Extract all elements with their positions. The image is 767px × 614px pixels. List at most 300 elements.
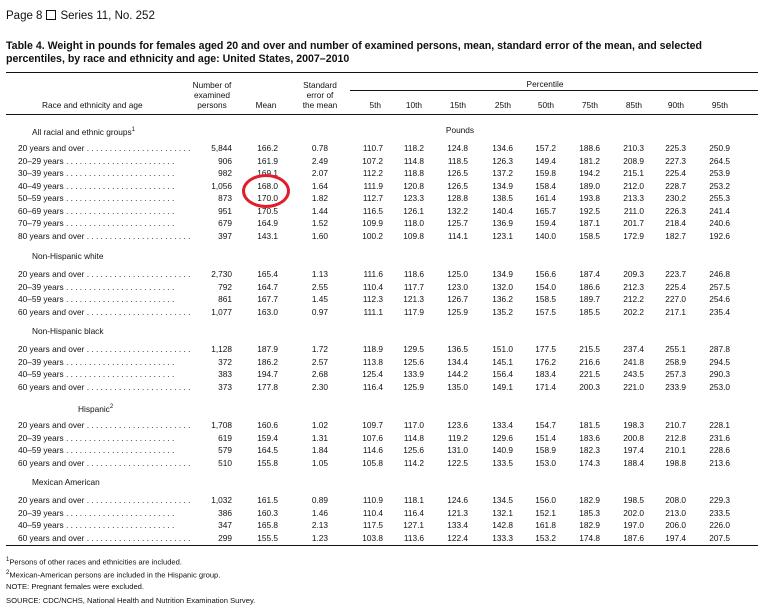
cell-percentile: 216.6 bbox=[579, 356, 600, 367]
column-header-race-age: Race and ethnicity and age bbox=[42, 100, 143, 110]
cell-percentile: 213.6 bbox=[709, 457, 730, 468]
cell-percentile: 257.3 bbox=[665, 369, 686, 379]
cell-se: 1.46 bbox=[311, 507, 328, 518]
cell-percentile: 125.6 bbox=[403, 356, 424, 367]
table-top-rule bbox=[6, 72, 758, 73]
cell-se: 0.97 bbox=[311, 306, 328, 317]
cell-percentile: 257.5 bbox=[709, 281, 730, 292]
cell-mean: 169.1 bbox=[257, 168, 278, 178]
cell-percentile: 111.1 bbox=[363, 306, 383, 317]
row-label: 20–39 years . . . bbox=[18, 356, 190, 368]
row-label: 60 years and over . . . bbox=[18, 381, 190, 393]
cell-mean: 187.9 bbox=[257, 344, 278, 354]
cell-percentile: 187.6 bbox=[623, 532, 644, 543]
cell-percentile: 183.6 bbox=[579, 432, 600, 443]
cell-percentile: 133.4 bbox=[447, 520, 468, 530]
cell-mean: 170.0 bbox=[257, 193, 278, 203]
cell-percentile: 117.9 bbox=[403, 306, 424, 317]
cell-se: 2.57 bbox=[311, 356, 328, 367]
cell-percentile: 225.4 bbox=[665, 281, 686, 292]
column-header-percentile: Percentile bbox=[526, 79, 564, 89]
cell-percentile: 218.4 bbox=[665, 218, 686, 228]
cell-percentile: 172.9 bbox=[623, 230, 644, 241]
cell-n: 861 bbox=[218, 294, 232, 304]
cell-percentile: 215.1 bbox=[623, 168, 644, 178]
cell-percentile: 217.1 bbox=[665, 306, 686, 317]
cell-mean: 194.7 bbox=[257, 369, 278, 379]
cell-percentile: 136.2 bbox=[492, 294, 513, 304]
cell-percentile: 208.0 bbox=[665, 495, 686, 505]
row-label: 20–39 years . . . bbox=[18, 281, 190, 293]
column-header-n-line3: persons bbox=[197, 100, 227, 110]
cell-percentile: 264.5 bbox=[709, 155, 730, 166]
cell-percentile: 116.4 bbox=[403, 507, 424, 518]
cell-percentile: 255.3 bbox=[709, 193, 730, 203]
cell-percentile: 182.9 bbox=[579, 520, 600, 530]
cell-n: 510 bbox=[218, 457, 232, 468]
cell-percentile: 117.0 bbox=[403, 420, 424, 430]
cell-mean: 155.5 bbox=[257, 532, 278, 543]
cell-percentile: 134.5 bbox=[492, 495, 513, 505]
row-label: 20–39 years . . . bbox=[18, 507, 190, 519]
square-icon bbox=[46, 10, 56, 20]
group-title: Non-Hispanic black bbox=[32, 326, 104, 336]
series-label: Series 11, No. 252 bbox=[60, 10, 155, 22]
cell-percentile: 107.2 bbox=[362, 155, 383, 166]
cell-percentile: 194.2 bbox=[579, 168, 600, 178]
column-header-n-line2: examined bbox=[194, 90, 230, 100]
cell-percentile: 258.9 bbox=[665, 356, 686, 367]
cell-percentile: 114.2 bbox=[403, 457, 424, 468]
cell-percentile: 132.2 bbox=[447, 205, 468, 216]
row-label: 70–79 years . . . bbox=[18, 217, 190, 229]
cell-se: 2.49 bbox=[311, 155, 328, 166]
row-label: 30–39 years . . . bbox=[18, 167, 190, 179]
cell-percentile: 128.8 bbox=[447, 193, 468, 203]
cell-percentile: 253.2 bbox=[709, 180, 730, 191]
cell-percentile: 211.0 bbox=[623, 205, 644, 216]
cell-percentile: 254.6 bbox=[709, 294, 730, 304]
cell-mean: 168.0 bbox=[257, 180, 278, 191]
cell-percentile: 182.7 bbox=[665, 230, 686, 241]
row-label: 40–59 years . . . bbox=[18, 519, 190, 531]
cell-mean: 166.2 bbox=[257, 143, 278, 153]
cell-percentile: 117.5 bbox=[362, 520, 383, 530]
cell-percentile: 213.3 bbox=[623, 193, 644, 203]
cell-percentile: 177.5 bbox=[535, 344, 556, 354]
cell-percentile: 189.7 bbox=[579, 294, 600, 304]
cell-percentile: 221.5 bbox=[579, 369, 600, 379]
page-number: Page 8 bbox=[6, 10, 43, 22]
row-label: 40–49 years . . . bbox=[18, 180, 190, 192]
cell-percentile: 134.9 bbox=[492, 180, 513, 191]
cell-percentile: 227.3 bbox=[665, 155, 686, 166]
cell-n: 372 bbox=[218, 356, 232, 367]
row-label: 20 years and over . . . bbox=[18, 268, 190, 280]
cell-percentile: 183.4 bbox=[535, 369, 556, 379]
row-label: 40–59 years . . . bbox=[18, 444, 190, 456]
cell-percentile: 212.0 bbox=[623, 180, 644, 191]
cell-percentile: 116.5 bbox=[362, 205, 383, 216]
cell-mean: 160.6 bbox=[257, 420, 278, 430]
cell-percentile: 125.9 bbox=[403, 381, 424, 392]
cell-percentile: 153.2 bbox=[535, 532, 556, 543]
cell-mean: 155.8 bbox=[257, 457, 278, 468]
cell-percentile: 112.3 bbox=[362, 294, 383, 304]
cell-percentile: 165.7 bbox=[535, 205, 556, 216]
row-label: 40–59 years . . . bbox=[18, 293, 190, 305]
cell-percentile: 200.8 bbox=[623, 432, 644, 443]
cell-se: 1.45 bbox=[311, 294, 328, 304]
cell-percentile: 215.5 bbox=[579, 344, 600, 354]
cell-percentile: 212.3 bbox=[623, 281, 644, 292]
footnote-1: $^1$Persons of other races and ethnicities are included. bbox=[6, 557, 182, 567]
cell-percentile: 233.5 bbox=[709, 507, 730, 518]
cell-percentile: 207.5 bbox=[709, 532, 730, 543]
cell-percentile: 118.8 bbox=[403, 168, 424, 178]
cell-percentile: 151.0 bbox=[492, 344, 513, 354]
cell-se: 2.13 bbox=[311, 520, 328, 530]
cell-percentile: 154.0 bbox=[535, 281, 556, 292]
cell-percentile: 149.1 bbox=[492, 381, 513, 392]
cell-n: 386 bbox=[218, 507, 232, 518]
cell-percentile: 161.4 bbox=[535, 193, 556, 203]
cell-percentile: 210.1 bbox=[665, 445, 686, 455]
cell-percentile: 171.4 bbox=[535, 381, 556, 392]
cell-percentile: 156.4 bbox=[492, 369, 513, 379]
cell-percentile: 157.2 bbox=[535, 143, 556, 153]
cell-percentile: 188.6 bbox=[579, 143, 600, 153]
cell-n: 619 bbox=[218, 432, 232, 443]
cell-percentile: 197.0 bbox=[623, 520, 644, 530]
cell-percentile: 255.1 bbox=[665, 344, 686, 354]
cell-se: 1.72 bbox=[311, 344, 328, 354]
cell-n: 982 bbox=[218, 168, 232, 178]
cell-percentile: 118.1 bbox=[403, 495, 424, 505]
cell-percentile: 206.0 bbox=[665, 520, 686, 530]
cell-se: 1.60 bbox=[311, 230, 328, 241]
cell-percentile: 122.4 bbox=[447, 532, 468, 543]
cell-n: 397 bbox=[218, 230, 232, 241]
cell-mean: 165.8 bbox=[257, 520, 278, 530]
cell-percentile: 109.9 bbox=[362, 218, 383, 228]
cell-percentile: 212.2 bbox=[623, 294, 644, 304]
cell-percentile: 137.2 bbox=[492, 168, 513, 178]
group-title: Mexican American bbox=[32, 477, 100, 487]
column-header-p4: 50th bbox=[537, 100, 554, 110]
cell-percentile: 197.4 bbox=[665, 532, 686, 543]
cell-percentile: 213.0 bbox=[665, 507, 686, 518]
cell-percentile: 126.7 bbox=[447, 294, 468, 304]
percentile-rule bbox=[350, 90, 758, 91]
cell-percentile: 119.2 bbox=[447, 432, 468, 443]
cell-percentile: 156.0 bbox=[535, 495, 556, 505]
cell-percentile: 125.4 bbox=[362, 369, 383, 379]
cell-percentile: 253.9 bbox=[709, 168, 730, 178]
cell-percentile: 131.0 bbox=[447, 445, 468, 455]
cell-mean: 170.5 bbox=[257, 205, 278, 216]
cell-percentile: 210.3 bbox=[623, 143, 644, 153]
cell-se: 1.64 bbox=[311, 180, 328, 191]
cell-n: 579 bbox=[218, 445, 232, 455]
cell-mean: 161.5 bbox=[257, 495, 278, 505]
cell-percentile: 123.6 bbox=[447, 420, 468, 430]
column-header-se-line3: the mean bbox=[302, 100, 338, 110]
cell-percentile: 127.1 bbox=[403, 520, 424, 530]
cell-percentile: 192.6 bbox=[709, 230, 730, 241]
cell-percentile: 136.5 bbox=[447, 344, 468, 354]
column-header-p1: 10th bbox=[405, 100, 422, 110]
cell-percentile: 114.8 bbox=[403, 155, 424, 166]
cell-percentile: 117.7 bbox=[403, 281, 424, 292]
cell-se: 1.84 bbox=[311, 445, 328, 455]
cell-percentile: 133.3 bbox=[492, 532, 513, 543]
cell-percentile: 145.1 bbox=[492, 356, 513, 367]
cell-percentile: 114.6 bbox=[362, 445, 383, 455]
cell-percentile: 133.5 bbox=[492, 457, 513, 468]
cell-percentile: 174.8 bbox=[579, 532, 600, 543]
cell-mean: 164.5 bbox=[257, 445, 278, 455]
cell-percentile: 123.0 bbox=[447, 281, 468, 292]
cell-se: 1.02 bbox=[311, 420, 328, 430]
cell-n: 792 bbox=[218, 281, 232, 292]
cell-percentile: 250.9 bbox=[709, 143, 730, 153]
group-title-footnote-marker: 2 bbox=[109, 404, 114, 410]
cell-n: 906 bbox=[218, 155, 232, 166]
cell-percentile: 186.6 bbox=[579, 281, 600, 292]
cell-percentile: 111.9 bbox=[363, 180, 383, 191]
cell-percentile: 237.4 bbox=[623, 344, 644, 354]
cell-percentile: 158.9 bbox=[535, 445, 556, 455]
cell-se: 0.78 bbox=[311, 143, 328, 153]
cell-percentile: 290.3 bbox=[709, 369, 730, 379]
cell-percentile: 253.0 bbox=[709, 381, 730, 392]
column-header-mean: Mean bbox=[255, 100, 277, 110]
cell-percentile: 227.0 bbox=[665, 294, 686, 304]
table-source: SOURCE: CDC/NCHS, National Health and Nutrition Examination Survey. bbox=[6, 596, 256, 605]
cell-percentile: 121.3 bbox=[403, 294, 424, 304]
cell-percentile: 225.4 bbox=[665, 168, 686, 178]
cell-percentile: 198.8 bbox=[665, 457, 686, 468]
cell-percentile: 187.1 bbox=[579, 218, 600, 228]
table-title: Table 4. Weight in pounds for females aged 20 and over and number of examined persons, mean, standard error of the mean, and selected percentiles, by race and ethnicity and age: United States, 2007–2010 bbox=[6, 40, 703, 65]
table-note: NOTE: Pregnant females were excluded. bbox=[6, 582, 145, 591]
cell-percentile: 210.7 bbox=[665, 420, 686, 430]
cell-percentile: 111.6 bbox=[363, 269, 383, 279]
cell-se: 1.52 bbox=[311, 218, 328, 228]
cell-n: 951 bbox=[218, 205, 232, 216]
cell-percentile: 138.5 bbox=[492, 193, 513, 203]
cell-n: 1,708 bbox=[211, 420, 232, 430]
cell-percentile: 149.4 bbox=[535, 155, 556, 166]
column-header-p3: 25th bbox=[494, 100, 511, 110]
row-label: 40–59 years . . . bbox=[18, 368, 190, 380]
cell-percentile: 126.5 bbox=[447, 180, 468, 191]
cell-mean: 161.9 bbox=[257, 155, 278, 166]
cell-percentile: 109.7 bbox=[362, 420, 383, 430]
cell-percentile: 123.1 bbox=[492, 230, 513, 241]
cell-percentile: 294.5 bbox=[709, 356, 730, 367]
cell-percentile: 176.2 bbox=[535, 356, 556, 367]
cell-n: 1,032 bbox=[211, 495, 232, 505]
column-header-se-line2: error of bbox=[306, 90, 334, 100]
cell-percentile: 140.0 bbox=[535, 230, 556, 241]
cell-percentile: 185.3 bbox=[579, 507, 600, 518]
cell-percentile: 105.8 bbox=[362, 457, 383, 468]
cell-n: 347 bbox=[218, 520, 232, 530]
footnote-2: $^2$Mexican-American persons are included in the Hispanic group. bbox=[6, 570, 221, 580]
row-label: 20 years and over . . . bbox=[18, 142, 190, 154]
cell-se: 1.44 bbox=[311, 205, 328, 216]
cell-percentile: 125.6 bbox=[403, 445, 424, 455]
cell-percentile: 112.2 bbox=[362, 168, 383, 178]
cell-percentile: 118.2 bbox=[403, 143, 424, 153]
cell-percentile: 187.4 bbox=[579, 269, 600, 279]
cell-percentile: 226.3 bbox=[665, 205, 686, 216]
cell-percentile: 198.3 bbox=[623, 420, 644, 430]
cell-percentile: 228.1 bbox=[709, 420, 730, 430]
cell-percentile: 202.0 bbox=[623, 507, 644, 518]
cell-percentile: 118.5 bbox=[447, 155, 468, 166]
cell-percentile: 125.9 bbox=[447, 306, 468, 317]
row-label: 80 years and over . . . bbox=[18, 230, 190, 242]
cell-percentile: 113.8 bbox=[362, 356, 383, 367]
cell-n: 2,730 bbox=[211, 269, 232, 279]
cell-mean: 163.0 bbox=[257, 306, 278, 317]
cell-percentile: 110.7 bbox=[362, 143, 383, 153]
cell-mean: 186.2 bbox=[257, 356, 278, 367]
cell-percentile: 209.3 bbox=[623, 269, 644, 279]
page-header bbox=[6, 10, 155, 22]
cell-se: 2.55 bbox=[311, 281, 328, 292]
cell-percentile: 123.3 bbox=[403, 193, 424, 203]
cell-percentile: 125.0 bbox=[447, 269, 468, 279]
group-title-footnote-marker: 1 bbox=[131, 127, 135, 133]
cell-percentile: 122.5 bbox=[447, 457, 468, 468]
cell-se: 1.31 bbox=[311, 432, 328, 443]
column-header-p5: 75th bbox=[581, 100, 598, 110]
row-label: 20–39 years . . . bbox=[18, 432, 190, 444]
cell-percentile: 135.2 bbox=[492, 306, 513, 317]
cell-se: 2.68 bbox=[311, 369, 328, 379]
cell-se: 1.05 bbox=[311, 457, 328, 468]
row-label: 20 years and over . . . bbox=[18, 343, 190, 355]
cell-se: 2.07 bbox=[311, 168, 328, 178]
cell-percentile: 221.0 bbox=[623, 381, 644, 392]
cell-se: 1.82 bbox=[311, 193, 328, 203]
cell-percentile: 110.4 bbox=[362, 281, 383, 292]
cell-percentile: 126.3 bbox=[492, 155, 513, 166]
cell-percentile: 144.2 bbox=[447, 369, 468, 379]
cell-percentile: 152.1 bbox=[535, 507, 556, 518]
cell-percentile: 118.0 bbox=[403, 218, 424, 228]
cell-percentile: 114.1 bbox=[447, 230, 468, 241]
column-header-p6: 85th bbox=[625, 100, 642, 110]
row-label: 60 years and over . . . bbox=[18, 532, 190, 544]
cell-se: 2.30 bbox=[311, 381, 328, 392]
cell-percentile: 153.0 bbox=[535, 457, 556, 468]
cell-mean: 164.7 bbox=[257, 281, 278, 292]
cell-percentile: 133.9 bbox=[403, 369, 424, 379]
row-label: 20 years and over . . . bbox=[18, 419, 190, 431]
cell-percentile: 109.8 bbox=[403, 230, 424, 241]
cell-percentile: 142.8 bbox=[492, 520, 513, 530]
cell-percentile: 100.2 bbox=[362, 230, 383, 241]
cell-percentile: 135.0 bbox=[447, 381, 468, 392]
cell-mean: 177.8 bbox=[257, 381, 278, 392]
cell-mean: 167.7 bbox=[257, 294, 278, 304]
row-label: 60 years and over . . . bbox=[18, 306, 190, 318]
cell-percentile: 212.8 bbox=[665, 432, 686, 443]
cell-percentile: 241.8 bbox=[623, 356, 644, 367]
cell-percentile: 126.5 bbox=[447, 168, 468, 178]
cell-n: 873 bbox=[218, 193, 232, 203]
cell-percentile: 159.4 bbox=[535, 218, 556, 228]
unit-label: Pounds bbox=[445, 125, 475, 135]
row-label: 20 years and over . . . bbox=[18, 494, 190, 506]
cell-percentile: 156.6 bbox=[535, 269, 556, 279]
table-bottom-rule bbox=[6, 545, 758, 546]
red-circle-annotation bbox=[242, 174, 290, 208]
cell-n: 5,844 bbox=[211, 143, 232, 153]
cell-percentile: 129.5 bbox=[403, 344, 424, 354]
cell-percentile: 182.3 bbox=[579, 445, 600, 455]
column-header-p0: 5th bbox=[369, 100, 381, 110]
cell-percentile: 192.5 bbox=[579, 205, 600, 216]
cell-percentile: 198.5 bbox=[623, 495, 644, 505]
cell-percentile: 228.6 bbox=[709, 445, 730, 455]
cell-se: 0.89 bbox=[311, 495, 328, 505]
cell-n: 1,056 bbox=[211, 180, 232, 191]
cell-n: 373 bbox=[218, 381, 232, 392]
cell-percentile: 134.4 bbox=[447, 356, 468, 367]
cell-percentile: 287.8 bbox=[709, 344, 730, 354]
group-title: Non-Hispanic white bbox=[32, 251, 104, 261]
cell-percentile: 231.6 bbox=[709, 432, 730, 443]
cell-percentile: 188.4 bbox=[623, 457, 644, 468]
cell-percentile: 158.5 bbox=[579, 230, 600, 241]
cell-percentile: 229.3 bbox=[709, 495, 730, 505]
cell-percentile: 107.6 bbox=[362, 432, 383, 443]
cell-percentile: 103.8 bbox=[362, 532, 383, 543]
cell-percentile: 154.7 bbox=[535, 420, 556, 430]
cell-percentile: 230.2 bbox=[665, 193, 686, 203]
cell-percentile: 134.6 bbox=[492, 143, 513, 153]
column-header-p8: 95th bbox=[711, 100, 728, 110]
column-header-p7: 90th bbox=[667, 100, 684, 110]
row-label: 60 years and over . . . bbox=[18, 457, 190, 469]
cell-percentile: 243.5 bbox=[623, 369, 644, 379]
cell-mean: 164.9 bbox=[257, 218, 278, 228]
cell-percentile: 202.2 bbox=[623, 306, 644, 317]
cell-percentile: 159.8 bbox=[535, 168, 556, 178]
cell-percentile: 126.1 bbox=[403, 205, 424, 216]
cell-percentile: 140.4 bbox=[492, 205, 513, 216]
cell-percentile: 129.6 bbox=[492, 432, 513, 443]
cell-mean: 143.1 bbox=[257, 230, 278, 241]
group-title: Hispanic$^2$ bbox=[78, 403, 114, 414]
cell-percentile: 233.9 bbox=[665, 381, 686, 392]
header-rule bbox=[6, 114, 758, 115]
cell-percentile: 124.6 bbox=[447, 495, 468, 505]
cell-percentile: 189.0 bbox=[579, 180, 600, 191]
cell-percentile: 228.7 bbox=[665, 180, 686, 191]
cell-percentile: 240.6 bbox=[709, 218, 730, 228]
cell-percentile: 157.5 bbox=[535, 306, 556, 317]
cell-n: 299 bbox=[218, 532, 232, 543]
cell-percentile: 124.8 bbox=[447, 143, 468, 153]
cell-percentile: 136.9 bbox=[492, 218, 513, 228]
